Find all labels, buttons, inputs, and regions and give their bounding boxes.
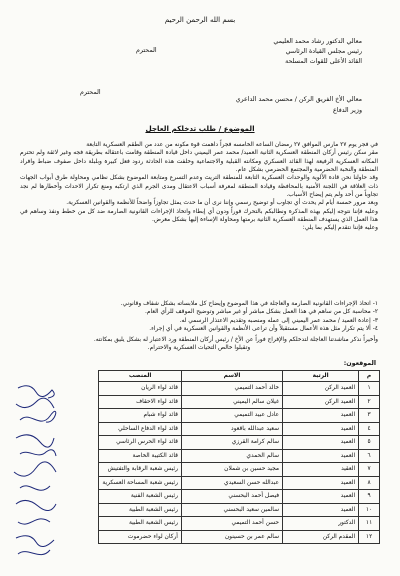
column-header: الرتبة [283, 371, 359, 382]
row-name: عادل عبيد التميمي [181, 409, 282, 423]
column-header: المنصب [99, 371, 182, 382]
row-post: قائد لواء الريان [99, 382, 182, 396]
row-name: مجيد حسين بن شملان [181, 463, 282, 477]
subject-line: الموضوع / طلب تدخلكم العاجل [145, 124, 255, 133]
row-signature [61, 517, 99, 531]
row-post: رئيس الشعبة الطبية [99, 517, 182, 531]
row-post: قائد لواء شبام [99, 409, 182, 423]
row-post: قائد لواء الاحقاف [99, 395, 182, 409]
body-paragraph: وعليه فإننا نتقدم إليكم بما يلي: [302, 225, 378, 232]
demand-item: ٤- ألا يتم تكرار مثل هذه الأعمال مستقبلاً وأن تراعى الأنظمة والقوانين العسكرية في أي إجراء. [149, 325, 378, 332]
recipient-2-honorific: المحترم [80, 89, 101, 96]
row-rank: العميد [283, 476, 359, 490]
row-signature [61, 463, 99, 477]
body-paragraph: وبعد مرور خمسة أيام لم يحدث أي تجاوب أو توضيح رسمي وإننا نرى أن ما حدث يمثل تجاوزاً واضحاً للأنظمة والقوانين العسكرية. [66, 200, 378, 207]
row-post: قائد الكتيبة الخاصة [99, 449, 182, 463]
table-row [61, 409, 380, 423]
body-paragraph: وعليه فإننا نتوجه إليكم بهذه المذكرة ونطالبكم بالتحرك فوراً ودون أي إبطاء واتخاذ الإجراءات القانونية الصارمة ضد كل من خطط ونفذ وساهم في هذا العمل الذي يستهدف المنطقة العسكرية الثانية برمتها ومحاولة الإساءة إليها بشكل مغرض. [20, 208, 378, 224]
row-signature [61, 409, 99, 423]
table-row [61, 517, 380, 531]
column-header: الاسم [181, 371, 282, 382]
row-signature [61, 382, 99, 396]
row-post: قائد لواء الحرس الرئاسي [99, 436, 182, 450]
table-row [61, 463, 380, 477]
row-signature [61, 530, 99, 544]
letter-body [20, 141, 378, 233]
row-number: ٩ [359, 490, 380, 504]
signatories-table [60, 370, 380, 544]
table-row [61, 422, 380, 436]
table-row [61, 449, 380, 463]
row-rank: الدكتور [283, 517, 359, 531]
row-number: ٥ [359, 436, 380, 450]
table-header-row [61, 371, 380, 382]
row-post: قائد لواء الدفاع الساحلي [99, 422, 182, 436]
table-row [61, 490, 380, 504]
row-number: ٤ [359, 422, 380, 436]
recipient-2-name: معالي الأخ الفريق الركن / محسن محمد الداعري [235, 96, 362, 103]
bismillah-heading: بسم الله الرحمن الرحيم [164, 16, 236, 24]
row-post: أركان لواء حضرموت [99, 530, 182, 544]
row-post: رئيس شعبة الرقابة والتفتيش [99, 463, 182, 477]
row-number: ١ [359, 382, 380, 396]
row-number: ٨ [359, 476, 380, 490]
row-name: سالم الحمدي [181, 449, 282, 463]
row-name: خالد أحمد التميمي [181, 382, 282, 396]
body-paragraph: في فجر يوم ٢٧ مارس الموافق ٢٧ رمضان الساعه الخامسه فجراً داهمت قوة مكونه من عدد من الطقم العسكرية التابعة [86, 142, 378, 148]
column-header: م [359, 371, 380, 382]
closing-greeting: وتقبلوا خالص التحيات العسكرية والاحترام. [147, 345, 251, 352]
row-rank: العميد [283, 503, 359, 517]
table-row [61, 503, 380, 517]
row-number: ٧ [359, 463, 380, 477]
row-name: غيلان سالم اليميني [181, 395, 282, 409]
row-rank: العميد [283, 436, 359, 450]
row-number: ١٠ [359, 503, 380, 517]
row-rank: العميد الركن [283, 382, 359, 396]
closing-text [20, 336, 378, 353]
row-signature [61, 490, 99, 504]
row-rank: العميد [283, 490, 359, 504]
row-rank: العميد [283, 422, 359, 436]
row-signature [61, 476, 99, 490]
row-number: ٣ [359, 409, 380, 423]
row-post: رئيس شعبة المساحة العسكرية [99, 476, 182, 490]
signatories-title: الموقعون: [343, 360, 376, 367]
recipient-1-honorific: المحترم [136, 47, 157, 54]
table-row [61, 395, 380, 409]
row-rank: المقدم الركن [283, 530, 359, 544]
body-paragraph: وقد حاولنا نحن قادة الألوية والوحدات العسكرية التابعة للمنطقة التريث وعدم التسرع ومتابعة الموضوع بشكل نظامي ومحاولة طرق أبواب الجهات ذات العلاقة في اللجنة الأمنية بالمحافظة وقيادة المنطقة لمعرفة أسباب الاعتقال ومدى الجرم الذي ارتكبه ومنع تكرار الاحداث وأخطارها لم نجد تجاوباً من أحد ولم يتم إيضاح الأسباب. [20, 175, 378, 199]
recipient-1-role: القائد الأعلى للقوات المسلحة [285, 58, 362, 65]
demands-list [22, 300, 378, 333]
table-row [61, 476, 380, 490]
demand-item: ٣- إعادة العميد / محمد عمر اليميني إلى عمله ومنصبه وتقديم الاعتذار الرسمي له. [179, 317, 378, 324]
column-header [61, 371, 99, 382]
row-name: حسن أحمد التميمي [181, 517, 282, 531]
row-name: عبدالله حسن السعيدي [181, 476, 282, 490]
closing-paragraph: وأخيراً نذكر مناشدتنا العاجلة لتدخلكم والإفراج فوراً عن الأخ / رئيس أركان المنطقة ورد الاعتبار له بشكل يليق بمكانته. [93, 337, 378, 343]
row-name: سالمين سعيد البحسني [181, 503, 282, 517]
row-signature [61, 422, 99, 436]
row-number: ٢ [359, 395, 380, 409]
row-post: رئيس الشعبة الفنية [99, 490, 182, 504]
table-row [61, 530, 380, 544]
row-signature [61, 503, 99, 517]
recipient-2-role: وزير الدفاع [333, 107, 362, 114]
row-signature [61, 449, 99, 463]
row-name: سالم عمر بن حسينون [181, 530, 282, 544]
row-rank: العميد [283, 409, 359, 423]
row-rank: العقيد [283, 463, 359, 477]
demand-item: ١- اتخاذ الإجراءات القانونية الصارمة والعاجلة في هذا الموضوع وإيضاح كل ملابساته بشكل شفاف وقانوني. [120, 301, 378, 307]
row-name: سعيد عبدالله باقعود [181, 422, 282, 436]
row-number: ٦ [359, 449, 380, 463]
table-row [61, 436, 380, 450]
row-rank: العميد الركن [283, 395, 359, 409]
handwritten-signatures [10, 380, 65, 570]
row-name: فيصل أحمد البحسني [181, 490, 282, 504]
demand-item: ٢- محاسبة كل من ساهم في هذا العمل بشكل مباشر أو غير مباشر وتوضيح الموقف للرأي العام. [144, 309, 378, 316]
row-post: رئيس الشعبة الطبية [99, 503, 182, 517]
recipient-1-title: رئيس مجلس القيادة الرئاسي [285, 48, 362, 55]
row-number: ١٢ [359, 530, 380, 544]
row-signature [61, 395, 99, 409]
recipient-1-name: معالي الدكتور رشاد محمد العليمي [273, 38, 362, 45]
row-signature [61, 436, 99, 450]
row-name: سالم كرامة القرزي [181, 436, 282, 450]
body-paragraph: مقر سكن رئيس أركان المنطقة العسكرية الثانية العميد/ محمد عمر اليميني داخل قيادة المنطقة وقامت باعتقاله بطريقة فجه وغير لائقة ولم تحترم المكانه العسكرية الرفيعة لهذا القائد العسكري ومكانته القبلية والاجتماعية وخلفت هذه الحادثة ردود فعل كبيرة وبلبلة داخل صفوف ضباط وافراد المنطقة والنخبة الحضرمية والمجتمع الحضرمي بشكل عام. [20, 150, 378, 174]
table-row [61, 382, 380, 396]
row-number: ١١ [359, 517, 380, 531]
row-rank: العميد [283, 449, 359, 463]
